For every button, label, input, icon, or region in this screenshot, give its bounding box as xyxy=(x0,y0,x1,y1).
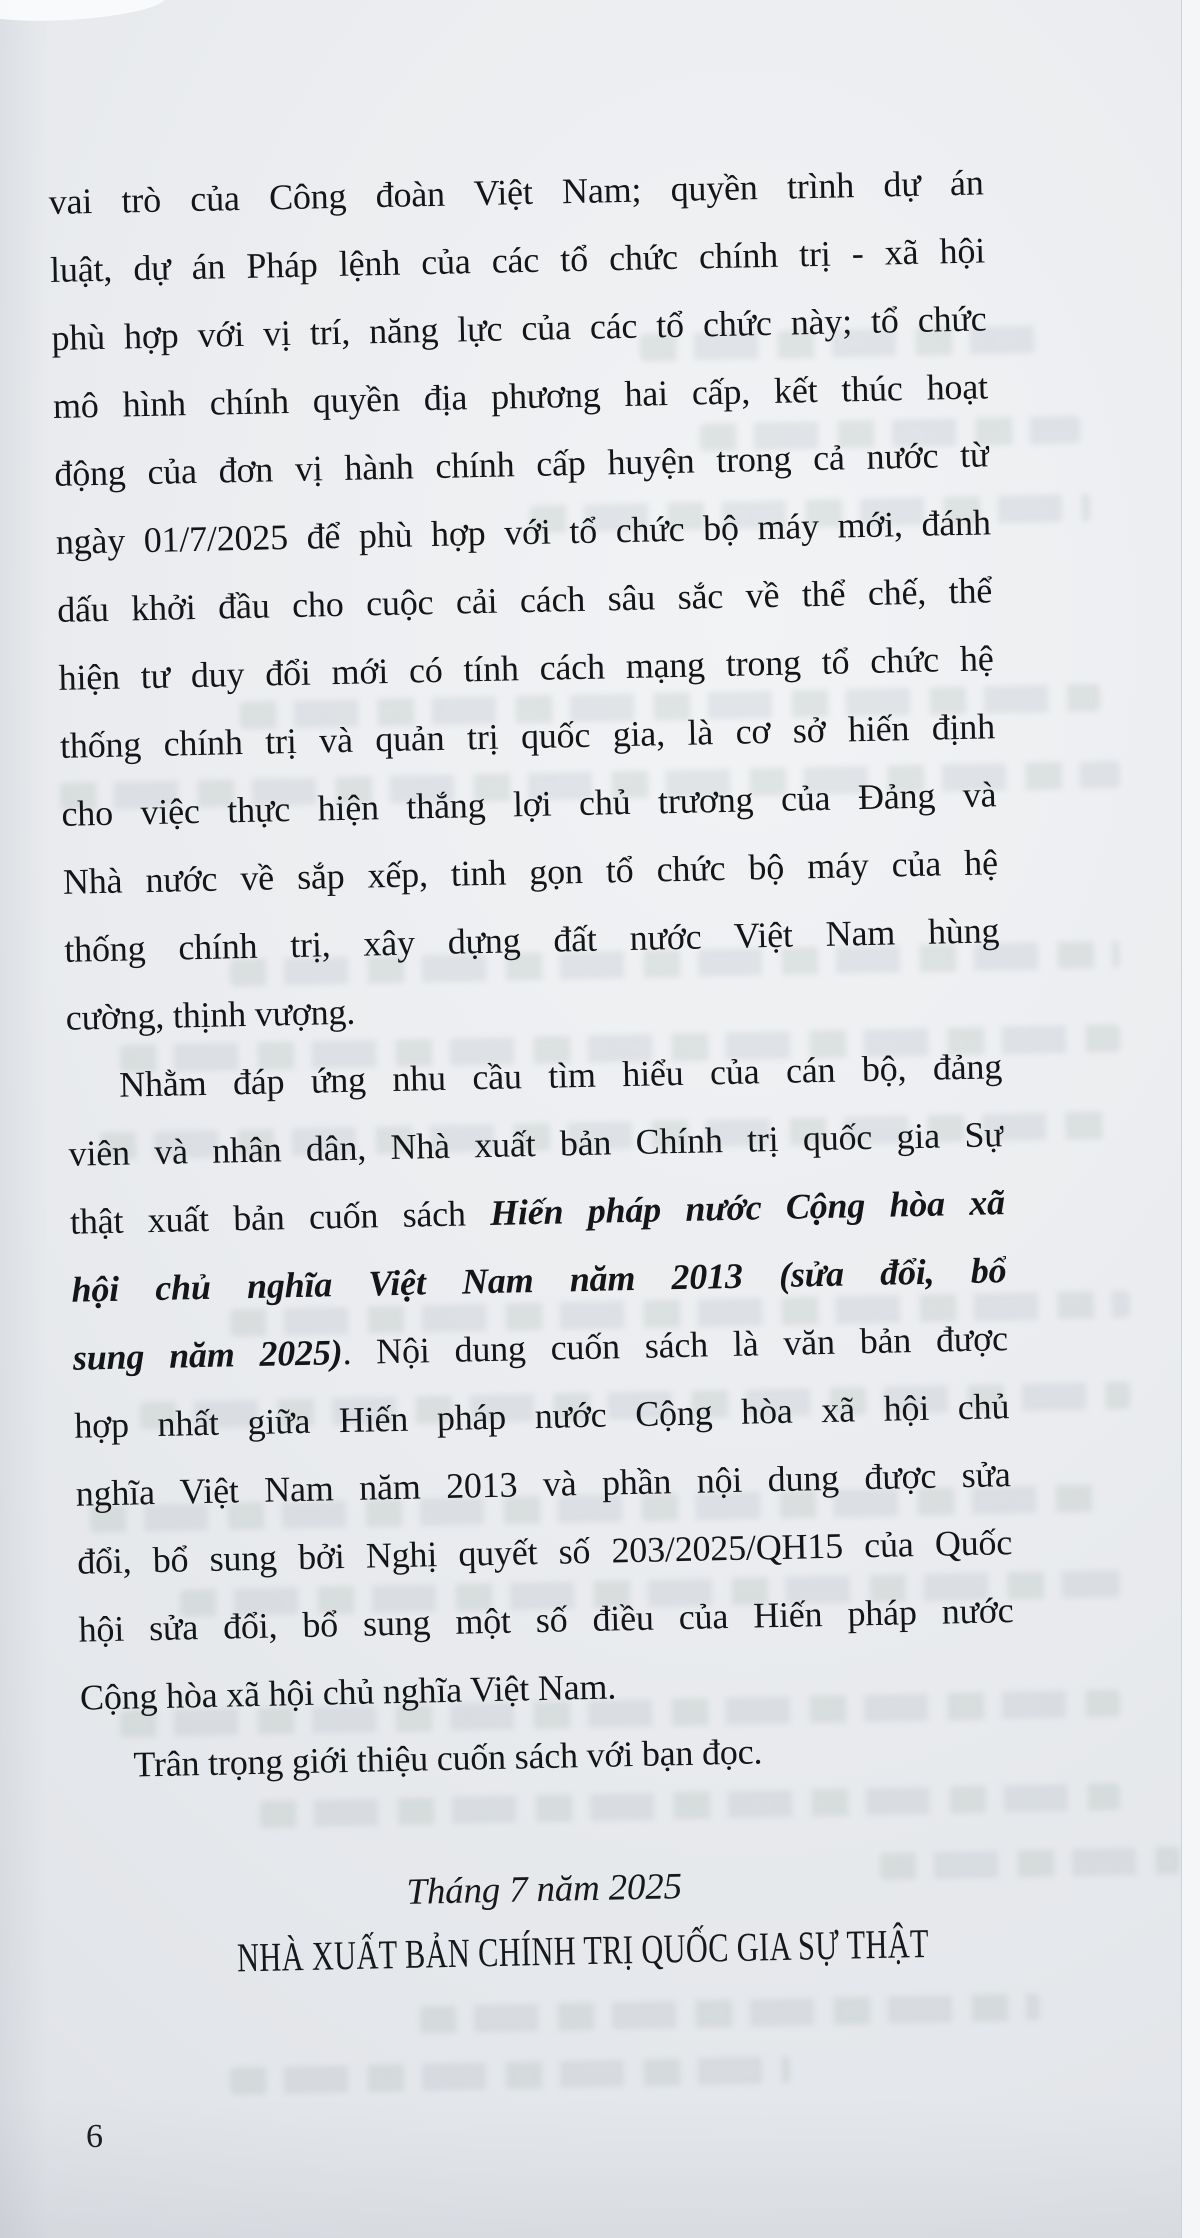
body-line: luật, dự án Pháp lệnh của các tổ chức chính trị - xã hội xyxy=(49,230,986,290)
body-line: động của đơn vị hành chính cấp huyện trong cả nước từ xyxy=(53,434,990,494)
body-line: đổi, bổ sung bởi Nghị quyết số 203/2025/QH15 của Quốc xyxy=(76,1522,1013,1582)
bleed-through-text xyxy=(230,2056,790,2095)
body-line: mô hình chính quyền địa phương hai cấp, kết thúc hoạt xyxy=(52,366,989,426)
body-line: Cộng hòa xã hội chủ nghĩa Việt Nam. xyxy=(79,1666,617,1718)
body-line: Nhà nước về sắp xếp, tinh gọn tổ chức bộ máy của hệ xyxy=(62,842,999,902)
body-line: hợp nhất giữa Hiến pháp nước Cộng hòa xã hội chủ xyxy=(73,1386,1010,1446)
body-line: Nhằm đáp ứng nhu cầu tìm hiểu của cán bộ, đảng xyxy=(118,1046,1003,1105)
page-number: 6 xyxy=(86,2118,103,2155)
page-edge xyxy=(1181,0,1200,2238)
body-line: thống chính trị và quản trị quốc gia, là cơ sở hiến định xyxy=(59,706,996,766)
text-block xyxy=(48,148,1021,1991)
body-line: nghĩa Việt Nam năm 2013 và phần nội dung được sửa xyxy=(75,1454,1011,1514)
body-line: Trân trọng giới thiệu cuốn sách với bạn đọc. xyxy=(133,1731,763,1785)
date-line: Tháng 7 năm 2025 xyxy=(406,1866,683,1913)
body-line: vai trò của Công đoàn Việt Nam; quyền trình dự án xyxy=(48,162,984,222)
body-line: hội sửa đổi, bổ sung một số điều của Hiến pháp nước xyxy=(78,1590,1014,1650)
body-line: dấu khởi đầu cho cuộc cải cách sâu sắc về thể chế, thể xyxy=(56,570,993,630)
publisher-line: NHÀ XUẤT BẢN CHÍNH TRỊ QUỐC GIA SỰ THẬT xyxy=(236,1919,930,1981)
page-corner-highlight xyxy=(0,0,167,25)
body-line: thống chính trị, xây dựng đất nước Việt Nam hùng xyxy=(63,910,1000,970)
body-line: phù hợp với vị trí, năng lực của các tổ chức này; tổ chức xyxy=(51,298,987,358)
body-line: ngày 01/7/2025 để phù hợp với tổ chức bộ máy mới, đánh xyxy=(55,502,992,562)
body-line: viên và nhân dân, Nhà xuất bản Chính trị quốc gia Sự xyxy=(68,1114,1004,1174)
signature-block xyxy=(114,1851,976,1991)
body-line: cường, thịnh vượng. xyxy=(65,991,356,1038)
body-line: hiện tư duy đổi mới có tính cách mạng trong tổ chức hệ xyxy=(58,638,994,698)
bleed-through-text xyxy=(420,1994,1040,2034)
body-line: hội chủ nghĩa Việt Nam năm 2013 (sửa đổi, bổ xyxy=(71,1250,1007,1310)
body-line: cho việc thực hiện thắng lợi chủ trương của Đảng và xyxy=(61,774,997,834)
body-line: thật xuất bản cuốn sách Hiến pháp nước Cộng hòa xã xyxy=(69,1182,1006,1242)
text-lines xyxy=(48,148,1017,1799)
body-line: sung năm 2025). Nội dung cuốn sách là văn bản được xyxy=(72,1318,1009,1378)
